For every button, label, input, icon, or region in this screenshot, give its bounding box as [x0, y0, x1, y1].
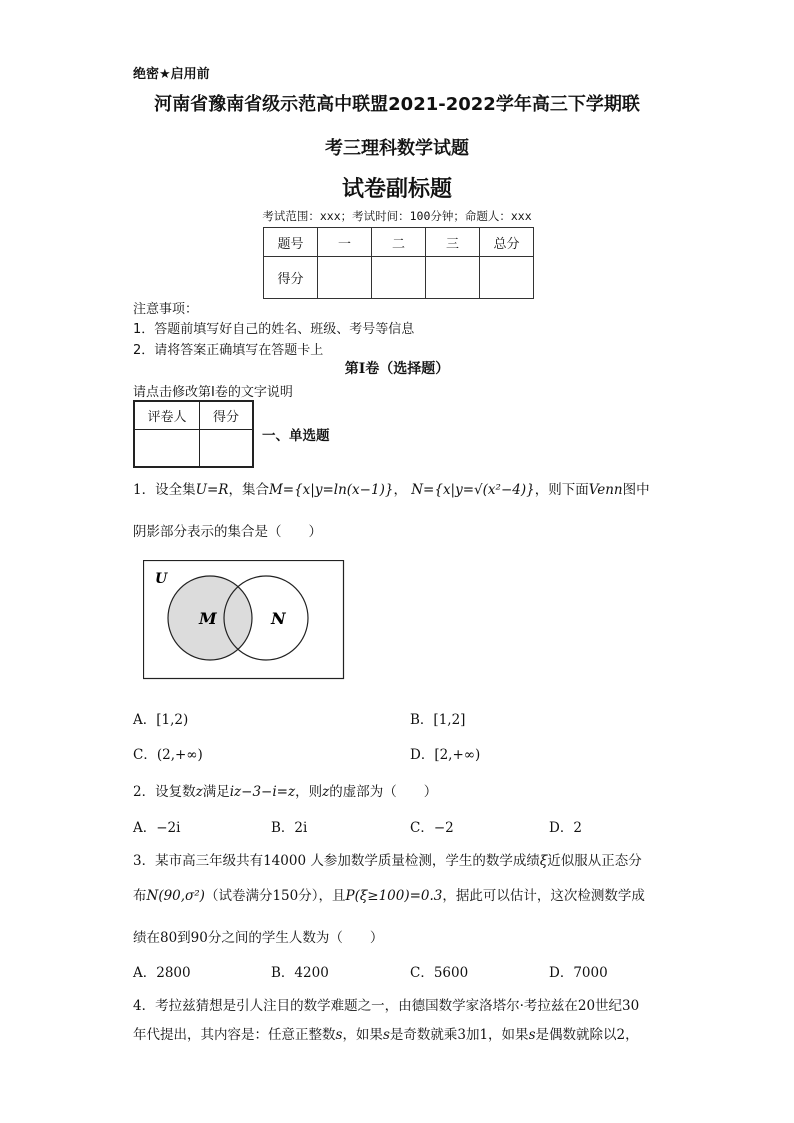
- score-header-part2: 二: [372, 228, 426, 257]
- question-3-line1: 3．某市高三年级共有14000 人参加数学质量检测，学生的数学成绩ξ近似服从正态分: [133, 853, 642, 869]
- question-2-stem: 2．设复数z满足iz−3−i=z，则z的虚部为（ ）: [133, 784, 438, 800]
- grader-cell: [200, 430, 254, 468]
- grader-header: 评卷人: [134, 401, 200, 430]
- question-3-line2: 布N(90,σ²)（试卷满分150分），且P(ξ≥100)=0.3，据此可以估计，这次检测数学成: [133, 888, 645, 904]
- venn-label-m: M: [199, 609, 217, 628]
- score-header-part3: 三: [426, 228, 480, 257]
- venn-diagram: [143, 560, 345, 680]
- question-4-line1: 4．考拉兹猜想是引人注目的数学难题之一，由德国数学家洛塔尔·考拉兹在20世纪30: [133, 998, 640, 1014]
- question-4-line2: 年代提出，其内容是：任意正整数s，如果s是奇数就乘3加1，如果s是偶数就除以2，: [133, 1027, 639, 1043]
- notes-item-2: 2．请将答案正确填写在答题卡上: [133, 343, 324, 358]
- venn-label-u: U: [155, 571, 168, 587]
- q1-option-c: C．(2,+∞): [133, 747, 203, 763]
- secret-mark: 绝密★启用前: [133, 67, 210, 82]
- question-1-stem: 1．设全集U=R，集合M={x|y=ln(x−1)}， N={x|y=√(x²−4)}，则下面Venn图中: [133, 482, 650, 498]
- score-cell: [480, 257, 534, 299]
- score-row-label: 得分: [264, 257, 318, 299]
- exam-title-line2: 考三理科数学试题: [325, 138, 469, 159]
- q3-option-c: C．5600: [410, 965, 469, 981]
- q3-probability: P(ξ≥100)=0.3: [345, 888, 443, 904]
- q3-option-b: B．4200: [271, 965, 329, 981]
- q1-option-a: A．[1,2): [133, 712, 189, 728]
- q1-option-b: B．[1,2]: [410, 712, 466, 728]
- part-title: 一、单选题: [262, 428, 330, 444]
- grader-score-header: 得分: [200, 401, 254, 430]
- section-description: 请点击修改第I卷的文字说明: [133, 385, 293, 400]
- exam-info: 考试范围：xxx；考试时间：100分钟；命题人：xxx: [262, 209, 532, 223]
- score-cell: [372, 257, 426, 299]
- q2-equation: iz−3−i=z: [229, 784, 296, 800]
- score-cell: [426, 257, 480, 299]
- question-1-stem-line2: 阴影部分表示的集合是（ ）: [133, 524, 322, 540]
- q1-option-d: D．[2,+∞): [410, 747, 481, 763]
- grader-cell: [134, 430, 200, 468]
- score-header-total: 总分: [480, 228, 534, 257]
- score-header-number: 题号: [264, 228, 318, 257]
- score-header-part1: 一: [318, 228, 372, 257]
- venn-label-n: N: [271, 609, 286, 628]
- q3-option-d: D．7000: [549, 965, 608, 981]
- grader-table: [133, 400, 254, 468]
- notes-item-1: 1．答题前填写好自己的姓名、班级、考号等信息: [133, 322, 415, 337]
- question-3-line3: 绩在80到90分之间的学生人数为（ ）: [133, 930, 384, 946]
- q2-option-a: A．−2i: [133, 820, 181, 836]
- score-cell: [318, 257, 372, 299]
- set-m: M={x|y=ln(x−1)}: [268, 482, 394, 498]
- exam-subtitle: 试卷副标题: [341, 177, 452, 202]
- q2-option-d: D．2: [549, 820, 582, 836]
- notes-heading: 注意事项：: [133, 302, 199, 317]
- q3-option-a: A．2800: [133, 965, 191, 981]
- set-n: N={x|y=√(x²−4)}: [411, 482, 535, 498]
- universal-set: U=R: [195, 482, 229, 498]
- section-title: 第I卷（选择题）: [344, 361, 450, 377]
- q3-distribution: N(90,σ²): [146, 888, 205, 904]
- q2-option-c: C．−2: [410, 820, 454, 836]
- score-table: [263, 227, 534, 299]
- q2-option-b: B．2i: [271, 820, 308, 836]
- exam-title-line1: 河南省豫南省级示范高中联盟2021-2022学年高三下学期联: [154, 94, 640, 115]
